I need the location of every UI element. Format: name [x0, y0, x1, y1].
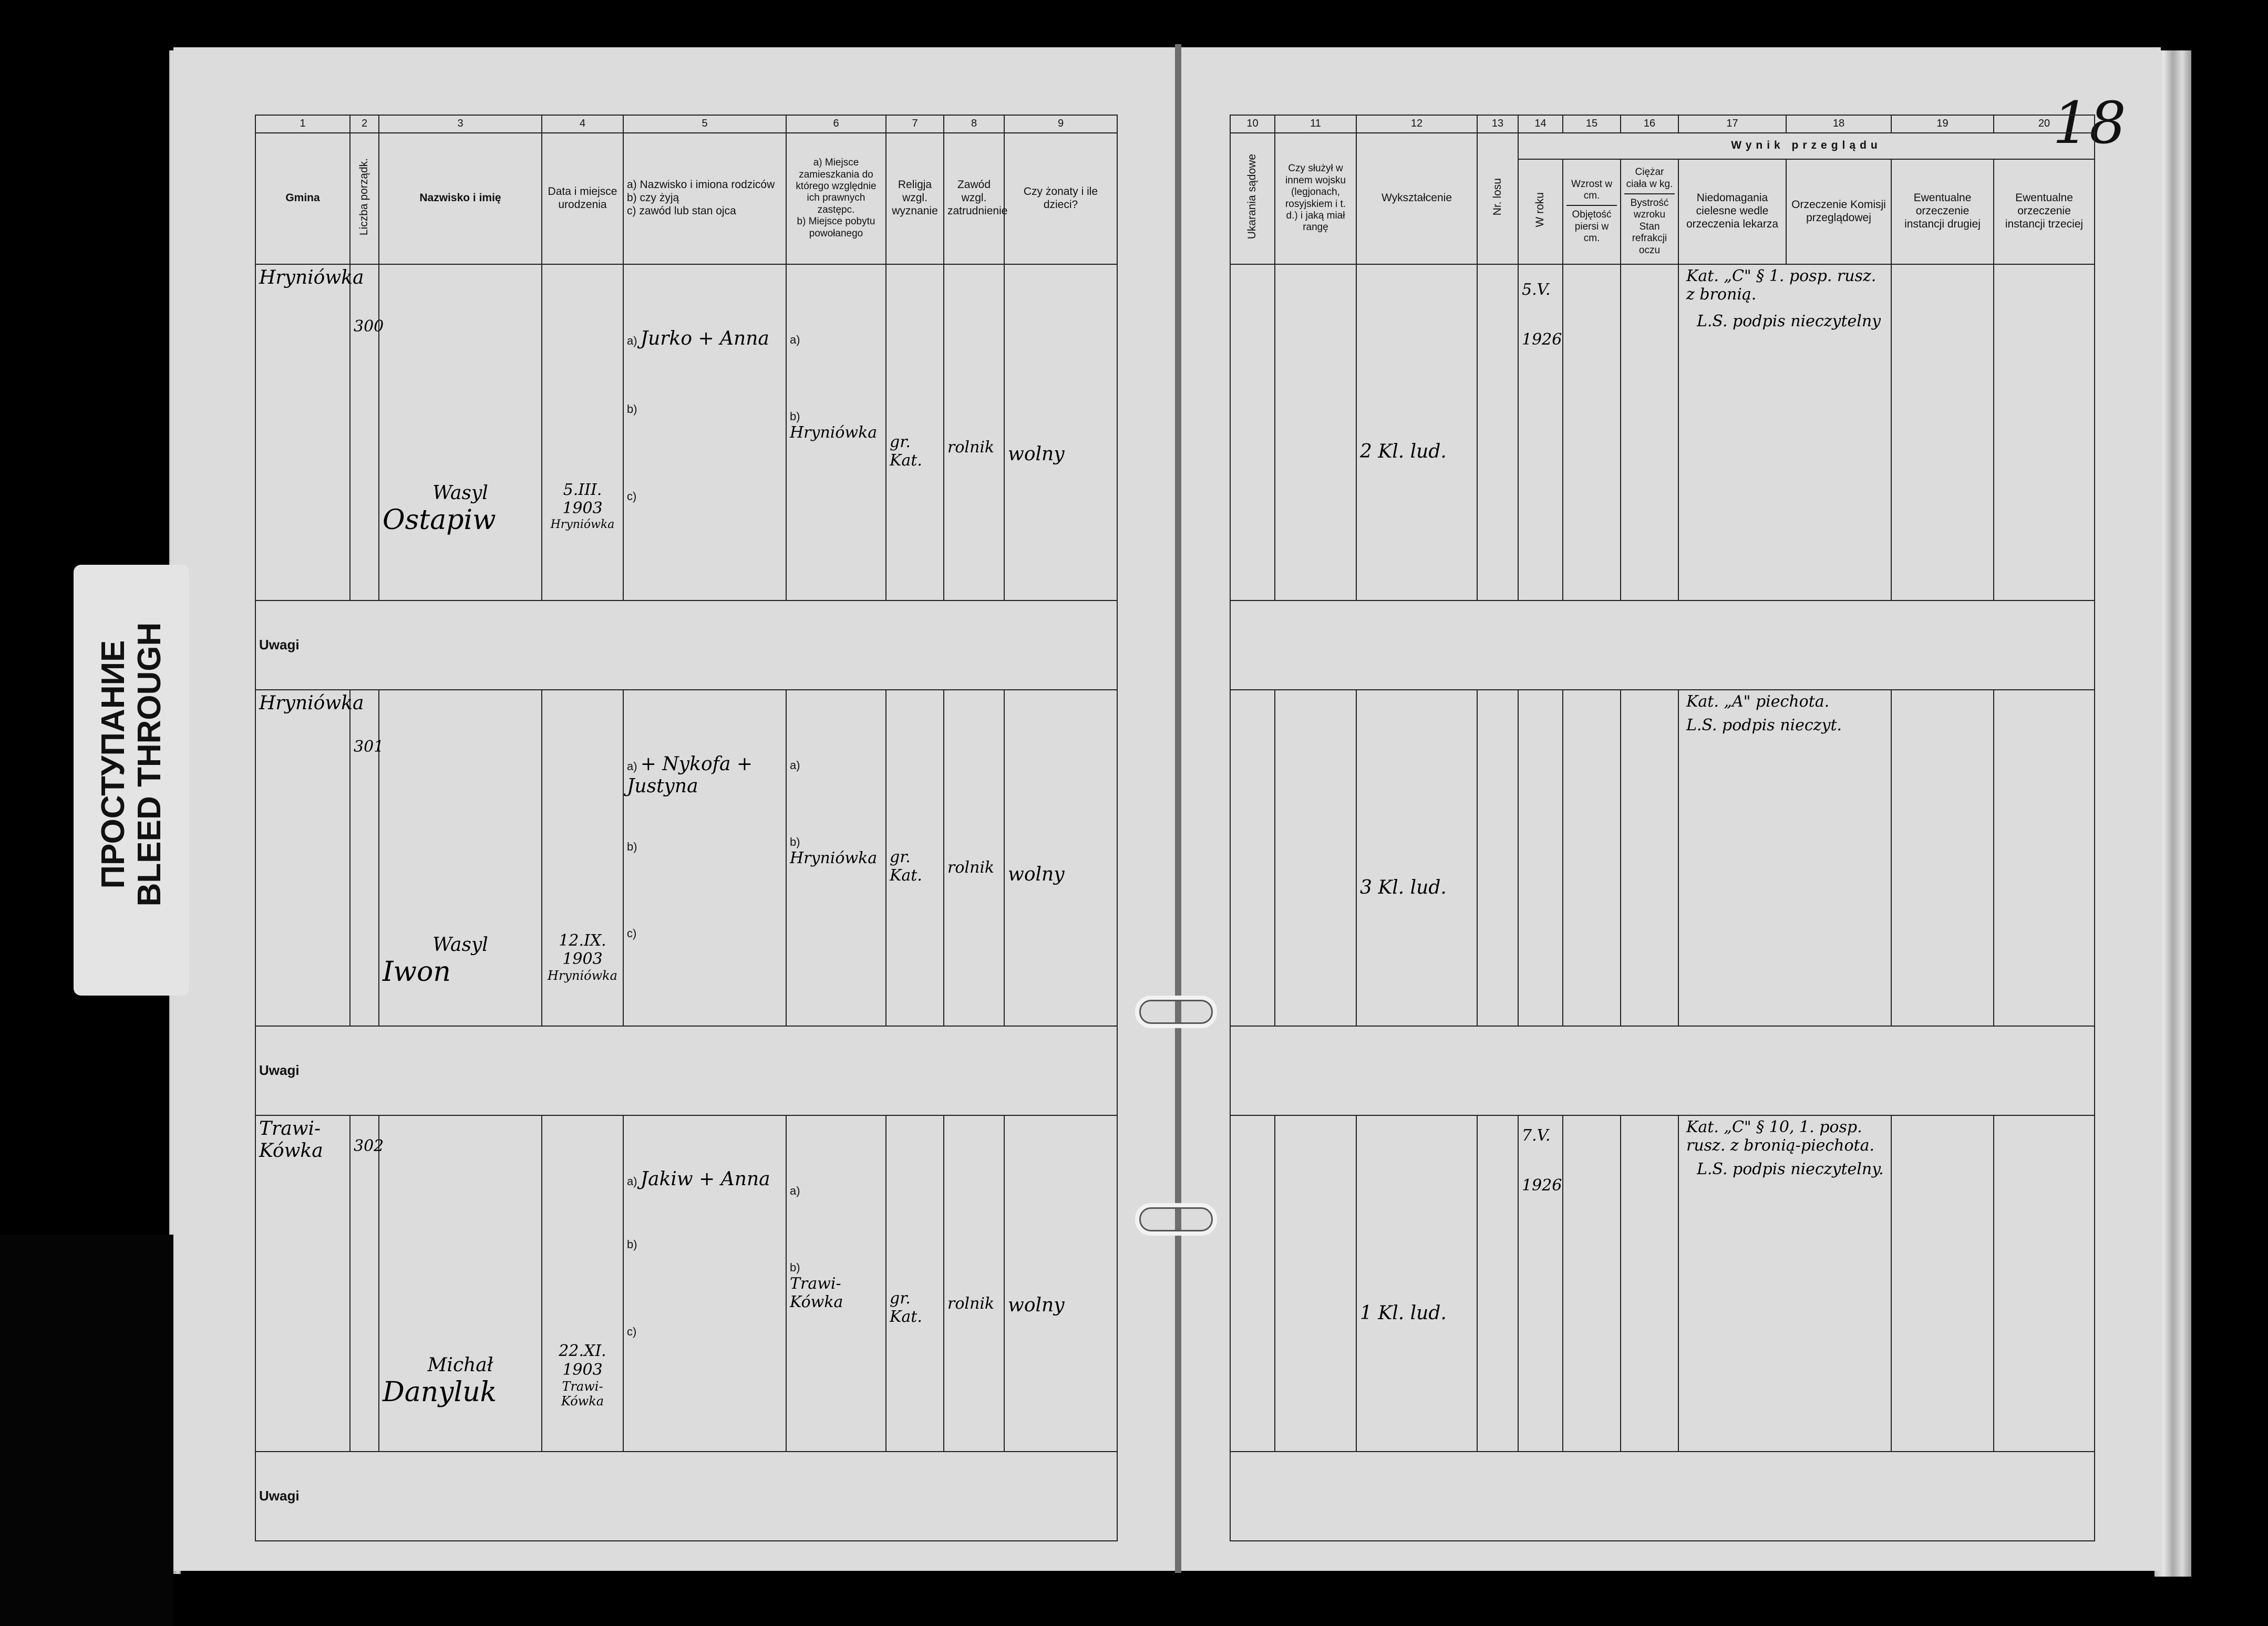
binder-shadow — [0, 1235, 173, 1626]
cell-ewent-druga — [1891, 690, 1994, 1026]
record-row — [1230, 1115, 2095, 1452]
col-num: 2 — [350, 115, 379, 133]
col-num: 4 — [542, 115, 623, 133]
left-register-table — [255, 115, 1118, 1541]
col-num: 3 — [379, 115, 542, 133]
uwagi-label: Uwagi — [255, 600, 1117, 690]
right-register-table — [1230, 115, 2095, 1541]
record-row — [1230, 690, 2095, 1026]
col-num: 11 — [1275, 115, 1356, 133]
header-rodzice: a) Nazwisko i imiona rodziców b) czy żyją c) zawód lub stan ojca — [623, 133, 786, 264]
cell-nr-losu — [1477, 690, 1518, 1026]
uwagi-blank — [1230, 600, 2095, 690]
cell-ewent-trzecia — [1994, 264, 2095, 600]
cell-sluzyl — [1275, 690, 1356, 1026]
cell-verdict: Kat. „A" piechota. L.S. podpis nieczyt. — [1678, 690, 1891, 1026]
cell-ukarania — [1230, 1115, 1275, 1452]
col-num: 1 — [255, 115, 350, 133]
header-nr-losu: Nr. losu — [1477, 133, 1518, 264]
uwagi-label: Uwagi — [255, 1452, 1117, 1541]
header-orzeczenie: Orzeczenie Komisji przeglądowej — [1786, 159, 1891, 264]
cell-residence: a) b) Hryniówka — [786, 264, 886, 600]
header-ciezar: Ciężar ciała w kg. Bystrość wzroku Stan refrakcji oczu — [1621, 159, 1678, 264]
bleed-through-label-en: BLEED THROUGH — [131, 622, 168, 907]
cell-ukarania — [1230, 264, 1275, 600]
col-num: 10 — [1230, 115, 1275, 133]
page-number: 18 — [2053, 89, 2126, 157]
column-numbers-row — [255, 115, 1117, 133]
uwagi-blank — [1230, 1452, 2095, 1541]
uwagi-row — [255, 600, 1117, 690]
cell-gmina: Trawi-Kówka — [255, 1115, 350, 1452]
header-wynik: Wynik przeglądu — [1518, 133, 2095, 159]
record-row — [255, 690, 1117, 1026]
cell-occupation: rolnik — [944, 1115, 1004, 1452]
cell-year — [1518, 690, 1563, 1026]
cell-verdict: Kat. „C" § 10, 1. posp. rusz. z bronią-piechota. L.S. podpis nieczytelny. — [1678, 1115, 1891, 1452]
header-gmina: Gmina — [255, 133, 350, 264]
uwagi-label: Uwagi — [255, 1026, 1117, 1115]
uwagi-row — [1230, 600, 2095, 690]
col-num: 19 — [1891, 115, 1994, 133]
col-num: 14 — [1518, 115, 1563, 133]
header-zonaty: Czy żonaty i ile dzieci? — [1004, 133, 1117, 264]
col-num: 20 — [1994, 115, 2095, 133]
cell-nr-losu — [1477, 1115, 1518, 1452]
cell-name: Wasyl Iwon — [379, 690, 542, 1026]
uwagi-row — [255, 1452, 1117, 1541]
cell-ewent-trzecia — [1994, 1115, 2095, 1452]
cell-gmina: Hryniówka — [255, 264, 350, 600]
uwagi-row — [1230, 1452, 2095, 1541]
col-num: 16 — [1621, 115, 1678, 133]
cell-sluzyl — [1275, 1115, 1356, 1452]
cell-marital: wolny — [1004, 690, 1117, 1026]
cell-weight — [1621, 264, 1678, 600]
cell-nr: 301 — [350, 690, 379, 1026]
book-spine — [1175, 44, 1181, 1573]
header-liczba: Liczba porządk. — [350, 133, 379, 264]
record-row — [255, 1115, 1117, 1452]
cell-sluzyl — [1275, 264, 1356, 600]
cell-nr: 302 — [350, 1115, 379, 1452]
cell-height — [1563, 690, 1621, 1026]
bleed-through-label-ru: ПРОСТУПАНИЕ — [95, 640, 131, 889]
cell-residence: a) b) Trawi-Kówka — [786, 1115, 886, 1452]
col-num: 13 — [1477, 115, 1518, 133]
column-numbers-row — [1230, 115, 2095, 133]
uwagi-row — [255, 1026, 1117, 1115]
cell-parents: a) Jakiw + Anna b) c) — [623, 1115, 786, 1452]
cell-education: 2 Kl. lud. — [1356, 264, 1477, 600]
col-num: 5 — [623, 115, 786, 133]
header-nazwisko: Nazwisko i imię — [379, 133, 542, 264]
cell-year: 7.V. 1926 — [1518, 1115, 1563, 1452]
record-row — [255, 264, 1117, 600]
header-wyksztalcenie: Wykształcenie — [1356, 133, 1477, 264]
cell-birth: 5.III. 1903 Hryniówka — [542, 264, 623, 600]
header-sluzyl: Czy służył w innem wojsku (legjonach, rosyjskiem i t. d.) i jaką miał rangę — [1275, 133, 1356, 264]
col-num: 12 — [1356, 115, 1477, 133]
header-zawod: Zawód wzgl. zatrudnienie — [944, 133, 1004, 264]
col-num: 18 — [1786, 115, 1891, 133]
bleed-through-label — [87, 562, 176, 967]
record-row — [1230, 264, 2095, 600]
uwagi-blank — [1230, 1026, 2095, 1115]
cell-gmina: Hryniówka — [255, 690, 350, 1026]
cell-education: 1 Kl. lud. — [1356, 1115, 1477, 1452]
cell-name: Wasyl Ostapiw — [379, 264, 542, 600]
cell-ukarania — [1230, 690, 1275, 1026]
col-num: 8 — [944, 115, 1004, 133]
col-num: 7 — [886, 115, 944, 133]
wynik-header-row — [1230, 133, 2095, 159]
cell-parents: a) Jurko + Anna b) c) — [623, 264, 786, 600]
cell-education: 3 Kl. lud. — [1356, 690, 1477, 1026]
cell-birth: 22.XI. 1903 Trawi-Kówka — [542, 1115, 623, 1452]
header-niedomagania: Niedomagania cielesne wedle orzeczenia lekarza — [1678, 159, 1786, 264]
cell-ewent-trzecia — [1994, 690, 2095, 1026]
cell-religion: gr. Kat. — [886, 690, 944, 1026]
cell-parents: a) + Nykofa + Justyna b) c) — [623, 690, 786, 1026]
cell-weight — [1621, 690, 1678, 1026]
binding-ring — [1135, 996, 1217, 1028]
cell-residence: a) b) Hryniówka — [786, 690, 886, 1026]
cell-ewent-druga — [1891, 264, 1994, 600]
column-header-row — [255, 133, 1117, 264]
uwagi-row — [1230, 1026, 2095, 1115]
cell-height — [1563, 1115, 1621, 1452]
header-ewent-trzecia: Ewentualne orzeczenie instancji trzeciej — [1994, 159, 2095, 264]
cell-verdict: Kat. „C" § 1. posp. rusz. z bronią. L.S. podpis nieczytelny — [1678, 264, 1891, 600]
cell-nr: 300 — [350, 264, 379, 600]
header-ukarania: Ukarania sądowe — [1230, 133, 1275, 264]
cell-birth: 12.IX. 1903 Hryniówka — [542, 690, 623, 1026]
cell-year: 5.V. 1926 — [1518, 264, 1563, 600]
col-num: 9 — [1004, 115, 1117, 133]
cell-occupation: rolnik — [944, 690, 1004, 1026]
cell-occupation: rolnik — [944, 264, 1004, 600]
header-data: Data i miejsce urodzenia — [542, 133, 623, 264]
cell-weight — [1621, 1115, 1678, 1452]
cell-height — [1563, 264, 1621, 600]
header-ewent-druga: Ewentualne orzeczenie instancji drugiej — [1891, 159, 1994, 264]
cell-religion: gr. Kat. — [886, 1115, 944, 1452]
header-miejsce: a) Miejsce zamieszkania do którego względnie ich prawnych zastępc. b) Miejsce pobytu powołanego — [786, 133, 886, 264]
cell-religion: gr. Kat. — [886, 264, 944, 600]
cell-marital: wolny — [1004, 264, 1117, 600]
header-w-roku: W roku — [1518, 159, 1563, 264]
header-religia: Religja wzgl. wyznanie — [886, 133, 944, 264]
cell-ewent-druga — [1891, 1115, 1994, 1452]
col-num: 17 — [1678, 115, 1786, 133]
cell-marital: wolny — [1004, 1115, 1117, 1452]
col-num: 15 — [1563, 115, 1621, 133]
cell-nr-losu — [1477, 264, 1518, 600]
header-wzrost: Wzrost w cm. Objętość piersi w cm. — [1563, 159, 1621, 264]
binding-ring — [1135, 1203, 1217, 1236]
cell-name: Michał Danyluk — [379, 1115, 542, 1452]
col-num: 6 — [786, 115, 886, 133]
